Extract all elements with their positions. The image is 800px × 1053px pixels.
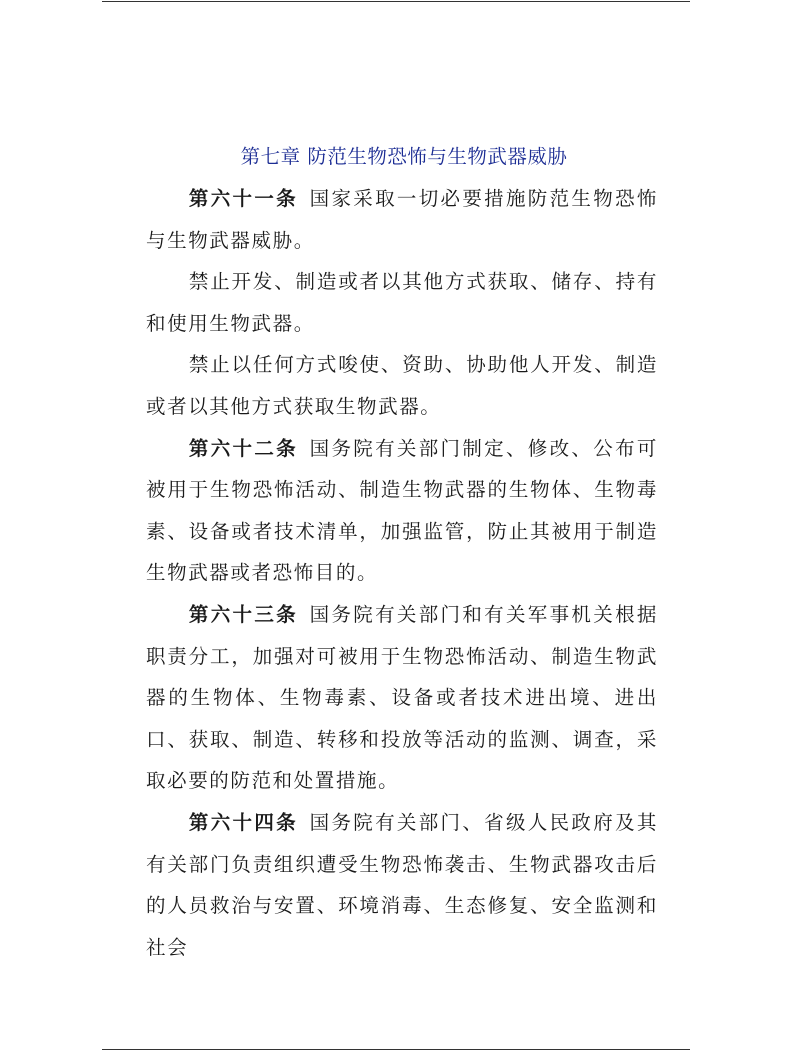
- article-number: 第六十一条: [188, 187, 298, 210]
- page-bottom-rule: [102, 1049, 690, 1050]
- page-top-rule: [102, 1, 690, 2]
- article-paragraph: [146, 261, 658, 344]
- article-paragraph: [146, 178, 658, 261]
- article-text: 国家采取一切必要措施防范生物恐怖与生物武器威胁。: [146, 187, 658, 252]
- article-number: 第六十二条: [188, 436, 298, 460]
- article-paragraph: [146, 594, 658, 802]
- article-text: 国务院有关部门和有关军事机关根据职责分工，加强对可被用于生物恐怖活动、制造生物武器的生物体、生物毒素、设备或者技术进出境、进出口、获取、制造、转移和投放等活动的监测、调查，采取必要的防范和处置措施。: [146, 602, 658, 793]
- article-text: 禁止开发、制造或者以其他方式获取、储存、持有和使用生物武器。: [146, 270, 658, 335]
- article-number: 第六十四条: [188, 810, 298, 834]
- article-paragraph: [146, 428, 658, 594]
- document-page: [146, 136, 658, 968]
- article-number: 第六十三条: [188, 602, 298, 626]
- article-paragraph: [146, 344, 658, 427]
- chapter-title: 第七章 防范生物恐怖与生物武器威胁: [240, 145, 568, 168]
- article-paragraph: [146, 802, 658, 968]
- article-text: 国务院有关部门制定、修改、公布可被用于生物恐怖活动、制造生物武器的生物体、生物毒素、设备或者技术清单，加强监管，防止其被用于制造生物武器或者恐怖目的。: [146, 436, 658, 585]
- article-text: 禁止以任何方式唆使、资助、协助他人开发、制造或者以其他方式获取生物武器。: [146, 353, 658, 418]
- article-text: 国务院有关部门、省级人民政府及其有关部门负责组织遭受生物恐怖袭击、生物武器攻击后的人员救治与安置、环境消毒、生态修复、安全监测和社会: [146, 810, 658, 959]
